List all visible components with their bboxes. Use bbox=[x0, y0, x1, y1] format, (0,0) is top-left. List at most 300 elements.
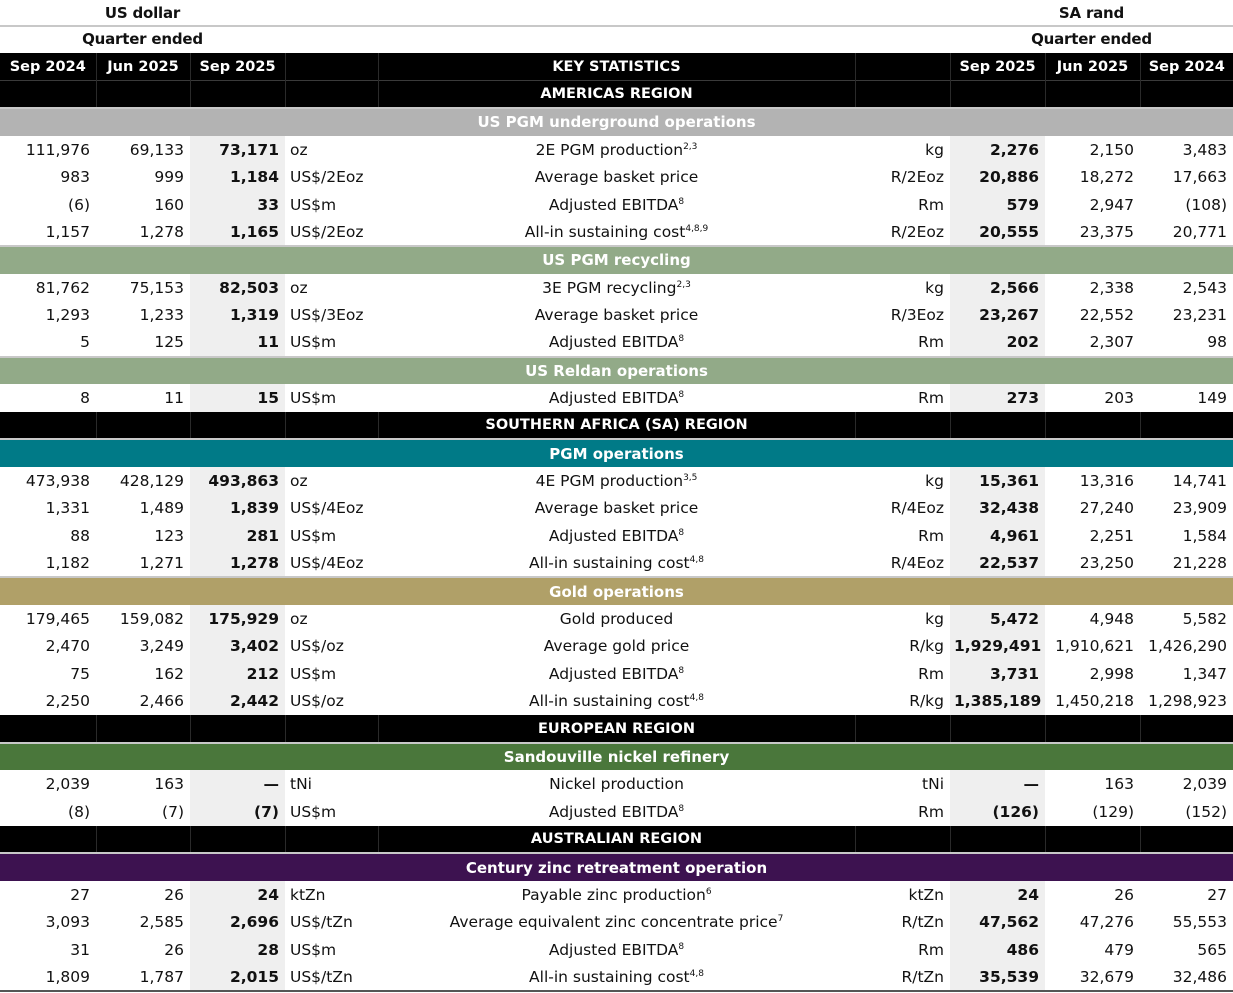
metric-label-text: Nickel production bbox=[549, 775, 684, 794]
region-cell bbox=[855, 81, 950, 109]
usd-sep2025-value: (7) bbox=[190, 798, 285, 826]
usd-sep2024-value: 81,762 bbox=[35, 278, 90, 297]
region-title: EUROPEAN REGION bbox=[378, 715, 855, 743]
usd-jun2025-value: 11 bbox=[164, 388, 184, 407]
region-cell bbox=[950, 715, 1045, 743]
table-row bbox=[0, 964, 1233, 992]
region-cell bbox=[855, 826, 950, 854]
metric-label-text: All-in sustaining cost bbox=[529, 553, 690, 572]
section-header-row bbox=[0, 439, 1233, 467]
metric-label bbox=[378, 163, 855, 191]
zar-sep2025-value: — bbox=[950, 770, 1045, 798]
usd-sep2025-value: 1,839 bbox=[190, 495, 285, 523]
col-usd-jun2025: Jun 2025 bbox=[96, 53, 190, 81]
region-cell bbox=[96, 715, 190, 743]
usd-jun2025-value: 1,233 bbox=[139, 306, 184, 325]
usd-sep2025-value: — bbox=[190, 770, 285, 798]
usd-unit: US$/4Eoz bbox=[290, 553, 364, 572]
region-cell bbox=[1045, 715, 1140, 743]
usd-jun2025-value: 1,278 bbox=[139, 222, 184, 241]
usd-jun2025-value: 1,787 bbox=[96, 964, 190, 992]
zar-sep2025-value: 15,361 bbox=[950, 467, 1045, 495]
usd-unit: US$m bbox=[290, 333, 337, 352]
zar-jun2025-value: 27,240 bbox=[1079, 499, 1134, 518]
zar-sep2025-value: 20,555 bbox=[950, 219, 1045, 247]
zar-sep2024-value: 565 bbox=[1197, 940, 1227, 959]
usd-unit: tNi bbox=[290, 775, 312, 794]
usd-unit: oz bbox=[290, 140, 308, 159]
zar-unit: Rm bbox=[918, 526, 944, 545]
table-row bbox=[0, 798, 1233, 826]
zar-sep2025-value: 3,731 bbox=[950, 660, 1045, 688]
section-title: US PGM recycling bbox=[0, 246, 1233, 274]
zar-sep2025-value: 579 bbox=[950, 191, 1045, 219]
metric-label bbox=[378, 632, 855, 660]
zar-unit: Rm bbox=[918, 195, 944, 214]
zar-sep2025-value: 1,385,189 bbox=[950, 688, 1045, 716]
section-header-row bbox=[0, 246, 1233, 274]
zar-sep2024-value: 1,584 bbox=[1182, 526, 1227, 545]
zar-jun2025-value: 1,910,621 bbox=[1055, 637, 1134, 656]
metric-label bbox=[378, 770, 855, 798]
section-header-row bbox=[0, 577, 1233, 605]
metric-label-text: Adjusted EBITDA bbox=[548, 195, 679, 214]
table-row bbox=[0, 550, 1233, 578]
zar-unit: R/tZn bbox=[901, 913, 944, 932]
zar-jun2025-value: 13,316 bbox=[1079, 471, 1134, 490]
usd-unit: oz bbox=[290, 471, 308, 490]
table-row bbox=[0, 467, 1233, 495]
table-row bbox=[0, 881, 1233, 909]
metric-label-text: 4E PGM production bbox=[535, 471, 684, 490]
currency-header bbox=[0, 0, 1233, 53]
metric-label bbox=[378, 301, 855, 329]
usd-unit: US$/2Eoz bbox=[290, 222, 364, 241]
usd-period-label: Quarter ended bbox=[82, 30, 203, 48]
region-cell bbox=[950, 81, 1045, 109]
zar-jun2025-value: 1,450,218 bbox=[1055, 692, 1134, 711]
region-cell bbox=[1045, 81, 1140, 109]
usd-jun2025-value: 160 bbox=[154, 195, 184, 214]
usd-sep2024-value: 1,809 bbox=[0, 964, 96, 992]
zar-sep2024-value: 98 bbox=[1207, 333, 1227, 352]
header-divider bbox=[0, 25, 1233, 27]
usd-sep2025-value: 1,184 bbox=[190, 163, 285, 191]
zar-sep2024-value: (152) bbox=[1185, 802, 1227, 821]
usd-unit: US$/tZn bbox=[285, 964, 378, 992]
region-cell bbox=[285, 826, 378, 854]
usd-unit: US$/2Eoz bbox=[290, 168, 364, 187]
table-row bbox=[0, 660, 1233, 688]
usd-jun2025-value: 2,466 bbox=[139, 692, 184, 711]
usd-unit: US$m bbox=[290, 802, 337, 821]
metric-label-text: Average basket price bbox=[534, 168, 699, 187]
table-row bbox=[0, 605, 1233, 633]
footnote-ref: 8 bbox=[678, 665, 685, 676]
col-usd-sep2025: Sep 2025 bbox=[190, 53, 285, 81]
table-row bbox=[0, 522, 1233, 550]
zar-jun2025-value: 32,679 bbox=[1045, 964, 1140, 992]
usd-unit: US$/oz bbox=[290, 692, 344, 711]
usd-sep2024-value: 8 bbox=[80, 388, 90, 407]
zar-sep2025-value: 2,566 bbox=[950, 274, 1045, 302]
usd-sep2024-value: 1,157 bbox=[45, 222, 90, 241]
metric-label bbox=[378, 467, 855, 495]
footnote-ref: 8 bbox=[678, 196, 685, 207]
usd-unit: US$/oz bbox=[290, 637, 344, 656]
usd-unit: US$/4Eoz bbox=[290, 499, 364, 518]
usd-unit: US$/3Eoz bbox=[290, 306, 364, 325]
zar-sep2025-value: 23,267 bbox=[950, 301, 1045, 329]
usd-sep2025-value: 33 bbox=[190, 191, 285, 219]
metric-label-text: All-in sustaining cost bbox=[524, 222, 686, 241]
section-header-row bbox=[0, 743, 1233, 771]
zar-sep2025-value: 20,886 bbox=[950, 163, 1045, 191]
zar-sep2024-value: 55,553 bbox=[1172, 913, 1227, 932]
section-header-row bbox=[0, 853, 1233, 881]
usd-sep2024-value: 75 bbox=[70, 664, 90, 683]
zar-sep2025-value: 47,562 bbox=[950, 908, 1045, 936]
section-title: US Reldan operations bbox=[0, 357, 1233, 385]
table-row bbox=[0, 688, 1233, 716]
metric-label bbox=[378, 605, 855, 633]
usd-jun2025-value: 159,082 bbox=[119, 609, 184, 628]
zar-jun2025-value: (129) bbox=[1092, 802, 1134, 821]
usd-sep2024-value: 983 bbox=[60, 168, 90, 187]
metric-label bbox=[378, 964, 855, 992]
usd-sep2025-value: 1,278 bbox=[190, 550, 285, 578]
region-cell bbox=[285, 412, 378, 440]
zar-sep2024-value: 23,231 bbox=[1172, 306, 1227, 325]
metric-label bbox=[378, 908, 855, 936]
region-cell bbox=[190, 715, 285, 743]
zar-jun2025-value: 18,272 bbox=[1079, 168, 1134, 187]
zar-sep2024-value: 1,298,923 bbox=[1148, 692, 1227, 711]
footnote-ref: 4,8 bbox=[689, 693, 704, 704]
table-row bbox=[0, 770, 1233, 798]
region-cell bbox=[190, 826, 285, 854]
table-row bbox=[0, 908, 1233, 936]
region-cell bbox=[0, 81, 96, 109]
zar-sep2024-value: 2,543 bbox=[1182, 278, 1227, 297]
region-cell bbox=[1045, 412, 1140, 440]
usd-unit: US$m bbox=[290, 526, 337, 545]
usd-sep2024-value: 1,182 bbox=[45, 553, 90, 572]
table-title: KEY STATISTICS bbox=[378, 53, 855, 81]
region-cell bbox=[855, 412, 950, 440]
section-title: US PGM underground operations bbox=[0, 108, 1233, 136]
region-cell bbox=[1140, 826, 1233, 854]
section-title: Sandouville nickel refinery bbox=[0, 743, 1233, 771]
region-cell bbox=[96, 81, 190, 109]
usd-sep2025-value: 2,015 bbox=[190, 964, 285, 992]
metric-label bbox=[378, 136, 855, 164]
zar-unit: R/kg bbox=[909, 637, 944, 656]
section-title: PGM operations bbox=[0, 439, 1233, 467]
zar-sep2024-value: 5,582 bbox=[1182, 609, 1227, 628]
metric-label bbox=[378, 660, 855, 688]
usd-sep2025-value: 2,442 bbox=[190, 688, 285, 716]
col-zar-unit bbox=[855, 53, 950, 81]
usd-jun2025-value: 163 bbox=[154, 775, 184, 794]
section-header-row bbox=[0, 357, 1233, 385]
col-usd-sep2024: Sep 2024 bbox=[0, 53, 96, 81]
usd-sep2025-value: 24 bbox=[190, 881, 285, 909]
footnote-ref: 4,8,9 bbox=[685, 223, 709, 234]
metric-label-text: All-in sustaining cost bbox=[529, 692, 690, 711]
zar-sep2024-value: 21,228 bbox=[1172, 553, 1227, 572]
zar-sep2025-value: 35,539 bbox=[950, 964, 1045, 992]
footnote-ref: 8 bbox=[678, 527, 685, 538]
col-usd-unit bbox=[285, 53, 378, 81]
zar-sep2025-value: 4,961 bbox=[950, 522, 1045, 550]
usd-sep2025-value: 73,171 bbox=[190, 136, 285, 164]
table-row bbox=[0, 329, 1233, 357]
usd-jun2025-value: 26 bbox=[164, 940, 184, 959]
metric-label bbox=[378, 191, 855, 219]
zar-unit: R/2Eoz bbox=[890, 222, 944, 241]
zar-sep2025-value: 24 bbox=[950, 881, 1045, 909]
usd-jun2025-value: (7) bbox=[162, 802, 184, 821]
metric-label-text: Payable zinc production bbox=[521, 885, 706, 904]
usd-sep2024-value: 2,250 bbox=[45, 692, 90, 711]
zar-unit: ktZn bbox=[908, 885, 944, 904]
usd-sep2024-value: 111,976 bbox=[25, 140, 90, 159]
usd-unit: US$/tZn bbox=[290, 913, 353, 932]
zar-sep2025-value: 2,276 bbox=[950, 136, 1045, 164]
footnote-ref: 3,5 bbox=[683, 472, 698, 483]
zar-sep2024-value: 17,663 bbox=[1172, 168, 1227, 187]
footnote-ref: 8 bbox=[678, 803, 685, 814]
metric-label-text: Average basket price bbox=[534, 306, 699, 325]
zar-sep2024-value: 32,486 bbox=[1140, 964, 1233, 992]
zar-sep2024-value: 1,426,290 bbox=[1148, 637, 1227, 656]
zar-sep2025-value: (126) bbox=[950, 798, 1045, 826]
table-row bbox=[0, 219, 1233, 247]
metric-label bbox=[378, 881, 855, 909]
zar-unit: R/tZn bbox=[855, 964, 950, 992]
usd-jun2025-value: 123 bbox=[154, 526, 184, 545]
zar-unit: Rm bbox=[918, 802, 944, 821]
region-cell bbox=[1140, 412, 1233, 440]
zar-jun2025-value: 2,338 bbox=[1089, 278, 1134, 297]
zar-unit: R/2Eoz bbox=[890, 168, 944, 187]
usd-jun2025-value: 1,489 bbox=[139, 499, 184, 518]
zar-sep2024-value: 1,347 bbox=[1182, 664, 1227, 683]
zar-jun2025-value: 47,276 bbox=[1079, 913, 1134, 932]
metric-label bbox=[378, 936, 855, 964]
metric-label-text: Adjusted EBITDA bbox=[548, 526, 679, 545]
metric-label bbox=[378, 495, 855, 523]
table-row bbox=[0, 274, 1233, 302]
metric-label bbox=[378, 550, 855, 578]
table-row bbox=[0, 632, 1233, 660]
column-header-row bbox=[0, 53, 1233, 81]
usd-jun2025-value: 428,129 bbox=[119, 471, 184, 490]
usd-sep2024-value: 2,039 bbox=[45, 775, 90, 794]
zar-sep2025-value: 1,929,491 bbox=[950, 632, 1045, 660]
metric-label-text: Average gold price bbox=[543, 637, 690, 656]
metric-label-text: 3E PGM recycling bbox=[542, 278, 677, 297]
zar-unit: R/4Eoz bbox=[890, 553, 944, 572]
usd-jun2025-value: 162 bbox=[154, 664, 184, 683]
usd-sep2024-value: 31 bbox=[70, 940, 90, 959]
region-cell bbox=[950, 826, 1045, 854]
usd-sep2024-value: 88 bbox=[70, 526, 90, 545]
usd-sep2025-value: 1,319 bbox=[190, 301, 285, 329]
region-cell bbox=[0, 412, 96, 440]
metric-label bbox=[378, 219, 855, 247]
footnote-ref: 8 bbox=[678, 334, 685, 345]
table-row bbox=[0, 136, 1233, 164]
usd-unit: oz bbox=[290, 278, 308, 297]
usd-unit: oz bbox=[290, 609, 308, 628]
zar-unit: kg bbox=[925, 278, 944, 297]
table-row bbox=[0, 163, 1233, 191]
zar-sep2024-value: 149 bbox=[1197, 388, 1227, 407]
usd-sep2024-value: 2,470 bbox=[45, 637, 90, 656]
region-cell bbox=[0, 715, 96, 743]
usd-sep2024-value: 179,465 bbox=[25, 609, 90, 628]
region-cell bbox=[855, 715, 950, 743]
usd-sep2024-value: (6) bbox=[68, 195, 90, 214]
zar-period-label: Quarter ended bbox=[1031, 30, 1152, 48]
zar-unit: tNi bbox=[922, 775, 944, 794]
table-row bbox=[0, 495, 1233, 523]
zar-sep2025-value: 273 bbox=[950, 384, 1045, 412]
zar-jun2025-value: 4,948 bbox=[1089, 609, 1134, 628]
region-cell bbox=[950, 412, 1045, 440]
zar-jun2025-value: 2,251 bbox=[1089, 526, 1134, 545]
usd-sep2025-value: 212 bbox=[190, 660, 285, 688]
zar-sep2024-value: 27 bbox=[1207, 885, 1227, 904]
metric-label-text: All-in sustaining cost bbox=[529, 967, 690, 986]
section-header-row bbox=[0, 108, 1233, 136]
zar-jun2025-value: 2,947 bbox=[1089, 195, 1134, 214]
metric-label bbox=[378, 274, 855, 302]
table-row bbox=[0, 301, 1233, 329]
metric-label bbox=[378, 522, 855, 550]
region-header-row bbox=[0, 81, 1233, 109]
region-cell bbox=[96, 826, 190, 854]
zar-unit: Rm bbox=[918, 940, 944, 959]
usd-sep2025-value: 175,929 bbox=[190, 605, 285, 633]
metric-label-text: 2E PGM production bbox=[535, 140, 684, 159]
usd-unit: US$m bbox=[290, 388, 337, 407]
usd-sep2025-value: 281 bbox=[190, 522, 285, 550]
zar-unit: Rm bbox=[918, 664, 944, 683]
footnote-ref: 4,8 bbox=[689, 968, 704, 979]
footnote-ref: 2,3 bbox=[683, 141, 698, 152]
zar-jun2025-value: 23,375 bbox=[1079, 222, 1134, 241]
zar-unit: kg bbox=[925, 140, 944, 159]
usd-unit: ktZn bbox=[290, 885, 326, 904]
usd-sep2025-value: 82,503 bbox=[190, 274, 285, 302]
usd-sep2025-value: 28 bbox=[190, 936, 285, 964]
usd-jun2025-value: 69,133 bbox=[129, 140, 184, 159]
region-cell bbox=[1045, 826, 1140, 854]
usd-sep2024-value: 5 bbox=[80, 333, 90, 352]
key-statistics-table bbox=[0, 53, 1233, 992]
usd-jun2025-value: 26 bbox=[164, 885, 184, 904]
usd-unit: US$m bbox=[290, 664, 337, 683]
usd-sep2025-value: 11 bbox=[190, 329, 285, 357]
metric-label-text: Adjusted EBITDA bbox=[548, 664, 679, 683]
zar-jun2025-value: 163 bbox=[1104, 775, 1134, 794]
metric-label-text: Average equivalent zinc concentrate price bbox=[449, 913, 778, 932]
footnote-ref: 2,3 bbox=[676, 279, 691, 290]
region-title: AUSTRALIAN REGION bbox=[378, 826, 855, 854]
usd-currency-label: US dollar bbox=[104, 4, 181, 22]
footnote-ref: 8 bbox=[678, 389, 685, 400]
zar-currency-label: SA rand bbox=[1058, 4, 1125, 22]
region-cell bbox=[190, 412, 285, 440]
usd-sep2024-value: 1,331 bbox=[45, 499, 90, 518]
region-cell bbox=[96, 412, 190, 440]
zar-unit: Rm bbox=[918, 333, 944, 352]
table-row bbox=[0, 384, 1233, 412]
region-title: AMERICAS REGION bbox=[378, 81, 855, 109]
metric-label-text: Adjusted EBITDA bbox=[548, 333, 679, 352]
footnote-ref: 8 bbox=[678, 941, 685, 952]
usd-sep2024-value: 1,293 bbox=[45, 306, 90, 325]
zar-sep2024-value: 20,771 bbox=[1172, 222, 1227, 241]
region-header-row bbox=[0, 826, 1233, 854]
metric-label bbox=[378, 798, 855, 826]
table-row bbox=[0, 936, 1233, 964]
metric-label-text: Adjusted EBITDA bbox=[548, 940, 679, 959]
zar-unit: kg bbox=[925, 471, 944, 490]
col-zar-jun2025: Jun 2025 bbox=[1045, 53, 1140, 81]
zar-jun2025-value: 2,307 bbox=[1089, 333, 1134, 352]
footnote-ref: 4,8 bbox=[689, 554, 704, 565]
section-title: Gold operations bbox=[0, 577, 1233, 605]
usd-unit: US$m bbox=[290, 940, 337, 959]
usd-unit: US$m bbox=[290, 195, 337, 214]
zar-unit: R/4Eoz bbox=[890, 499, 944, 518]
usd-sep2024-value: 27 bbox=[70, 885, 90, 904]
zar-sep2024-value: (108) bbox=[1185, 195, 1227, 214]
usd-sep2025-value: 493,863 bbox=[190, 467, 285, 495]
usd-jun2025-value: 2,585 bbox=[139, 913, 184, 932]
region-cell bbox=[0, 826, 96, 854]
zar-sep2025-value: 32,438 bbox=[950, 495, 1045, 523]
col-zar-sep2024: Sep 2024 bbox=[1140, 53, 1233, 81]
zar-jun2025-value: 479 bbox=[1104, 940, 1134, 959]
footnote-ref: 6 bbox=[705, 886, 712, 897]
usd-sep2024-value: 473,938 bbox=[25, 471, 90, 490]
usd-sep2024-value: (8) bbox=[68, 802, 90, 821]
usd-jun2025-value: 999 bbox=[154, 168, 184, 187]
region-cell bbox=[190, 81, 285, 109]
usd-jun2025-value: 3,249 bbox=[139, 637, 184, 656]
section-title: Century zinc retreatment operation bbox=[0, 853, 1233, 881]
region-cell bbox=[285, 81, 378, 109]
zar-sep2025-value: 22,537 bbox=[950, 550, 1045, 578]
region-cell bbox=[1140, 81, 1233, 109]
zar-jun2025-value: 23,250 bbox=[1079, 553, 1134, 572]
usd-sep2025-value: 15 bbox=[190, 384, 285, 412]
region-title: SOUTHERN AFRICA (SA) REGION bbox=[378, 412, 855, 440]
zar-jun2025-value: 26 bbox=[1114, 885, 1134, 904]
zar-unit: kg bbox=[925, 609, 944, 628]
region-cell bbox=[285, 715, 378, 743]
zar-sep2025-value: 486 bbox=[950, 936, 1045, 964]
metric-label bbox=[378, 688, 855, 716]
region-cell bbox=[1140, 715, 1233, 743]
metric-label bbox=[378, 384, 855, 412]
zar-sep2024-value: 2,039 bbox=[1182, 775, 1227, 794]
